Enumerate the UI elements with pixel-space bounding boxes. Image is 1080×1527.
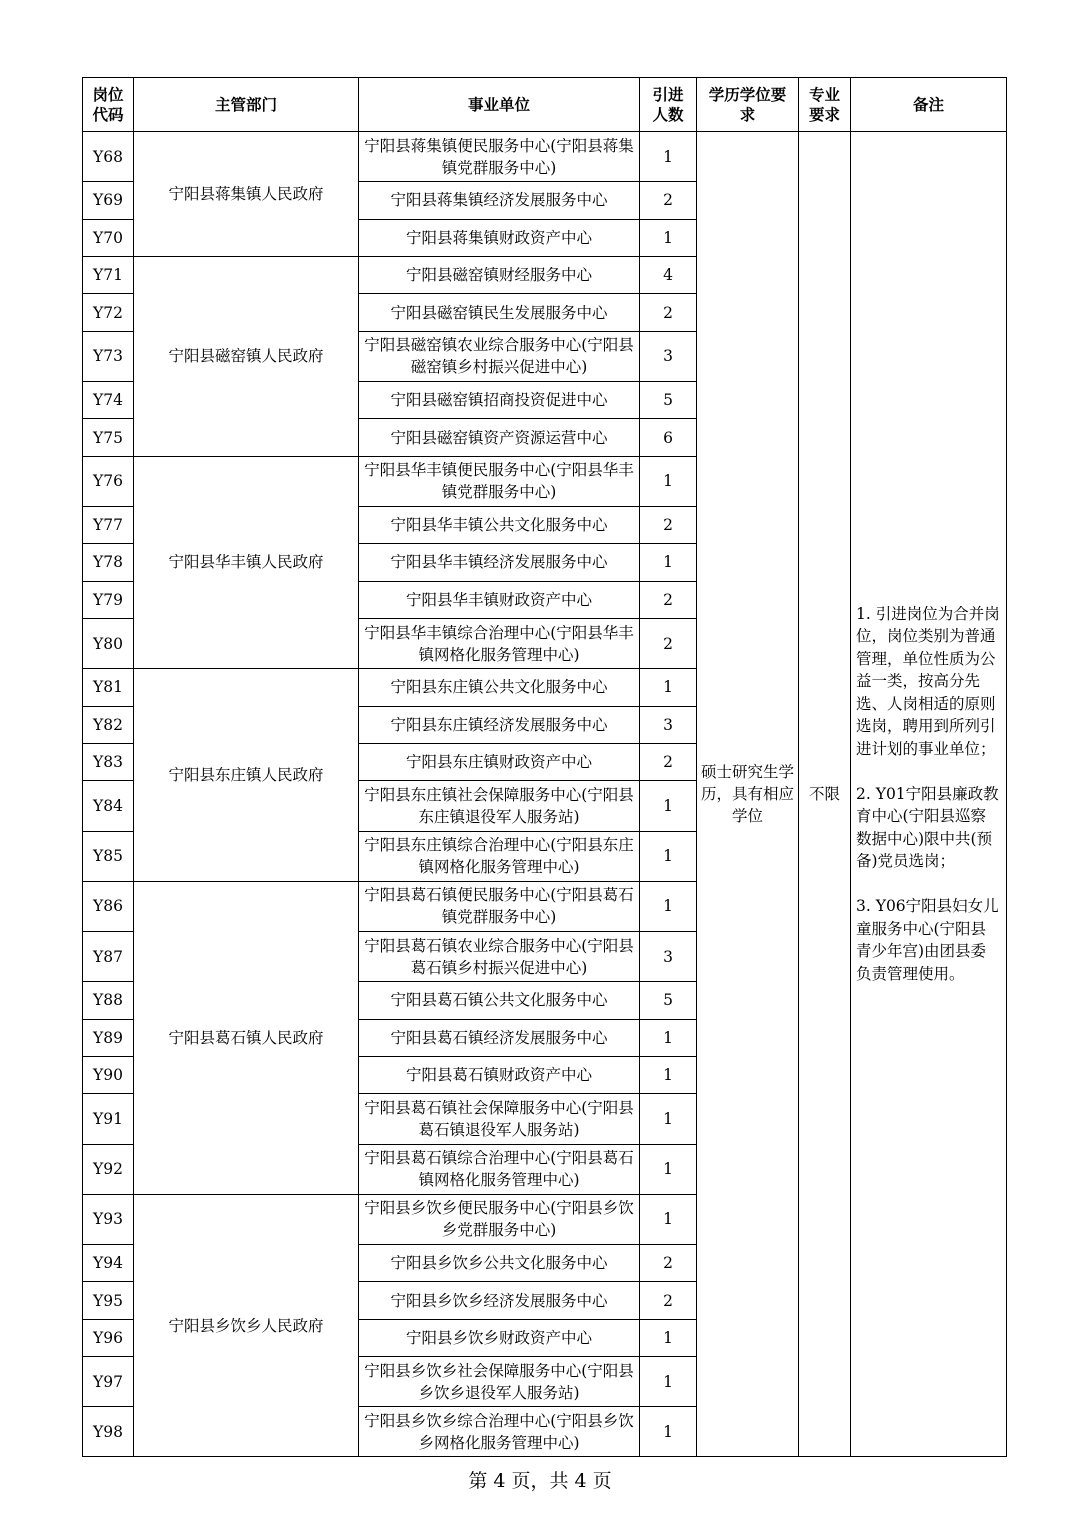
hire-count: 1	[640, 456, 697, 506]
institution-unit: 宁阳县磁窑镇农业综合服务中心(宁阳县磁窑镇乡村振兴促进中心)	[359, 331, 640, 381]
page-footer: 第 4 页，共 4 页	[468, 1470, 612, 1492]
institution-unit: 宁阳县磁窑镇财经服务中心	[359, 256, 640, 293]
hire-count: 1	[640, 219, 697, 256]
supervising-department: 宁阳县乡饮乡人民政府	[134, 1194, 359, 1457]
position-code: Y89	[83, 1019, 134, 1056]
position-code: Y83	[83, 744, 134, 781]
hire-count: 6	[640, 419, 697, 456]
hire-count: 2	[640, 506, 697, 543]
header-note: 备注	[851, 78, 1007, 132]
position-code: Y70	[83, 219, 134, 256]
position-code: Y77	[83, 506, 134, 543]
header-count: 引进人数	[640, 78, 697, 132]
table-row	[83, 132, 1007, 182]
hire-count: 1	[640, 544, 697, 581]
position-code: Y94	[83, 1244, 134, 1281]
hire-count: 2	[640, 744, 697, 781]
institution-unit: 宁阳县华丰镇便民服务中心(宁阳县华丰镇党群服务中心)	[359, 456, 640, 506]
position-code: Y79	[83, 581, 134, 618]
institution-unit: 宁阳县乡饮乡经济发展服务中心	[359, 1282, 640, 1319]
header-row	[83, 78, 1007, 132]
position-code: Y69	[83, 182, 134, 219]
hire-count: 1	[640, 1144, 697, 1194]
position-code: Y74	[83, 381, 134, 418]
institution-unit: 宁阳县东庄镇财政资产中心	[359, 744, 640, 781]
position-code: Y81	[83, 669, 134, 706]
position-code: Y82	[83, 706, 134, 743]
hire-count: 2	[640, 619, 697, 669]
header-dept: 主管部门	[134, 78, 359, 132]
header-code: 岗位代码	[83, 78, 134, 132]
hire-count: 1	[640, 1056, 697, 1093]
position-code: Y95	[83, 1282, 134, 1319]
supervising-department: 宁阳县蒋集镇人民政府	[134, 132, 359, 257]
position-code: Y76	[83, 456, 134, 506]
hire-count: 1	[640, 1019, 697, 1056]
hire-count: 1	[640, 1094, 697, 1144]
position-code: Y84	[83, 781, 134, 831]
hire-count: 3	[640, 706, 697, 743]
recruitment-table	[82, 77, 1007, 1457]
header-unit: 事业单位	[359, 78, 640, 132]
hire-count: 2	[640, 581, 697, 618]
position-code: Y98	[83, 1407, 134, 1457]
institution-unit: 宁阳县东庄镇综合治理中心(宁阳县东庄镇网格化服务管理中心)	[359, 831, 640, 881]
institution-unit: 宁阳县乡饮乡社会保障服务中心(宁阳县乡饮乡退役军人服务站)	[359, 1357, 640, 1407]
hire-count: 1	[640, 1407, 697, 1457]
institution-unit: 宁阳县华丰镇财政资产中心	[359, 581, 640, 618]
position-code: Y78	[83, 544, 134, 581]
position-code: Y92	[83, 1144, 134, 1194]
hire-count: 1	[640, 669, 697, 706]
institution-unit: 宁阳县华丰镇公共文化服务中心	[359, 506, 640, 543]
hire-count: 1	[640, 1194, 697, 1244]
hire-count: 1	[640, 881, 697, 931]
hire-count: 4	[640, 256, 697, 293]
hire-count: 1	[640, 1357, 697, 1407]
position-code: Y97	[83, 1357, 134, 1407]
position-code: Y87	[83, 932, 134, 982]
institution-unit: 宁阳县东庄镇社会保障服务中心(宁阳县东庄镇退役军人服务站)	[359, 781, 640, 831]
institution-unit: 宁阳县蒋集镇经济发展服务中心	[359, 182, 640, 219]
institution-unit: 宁阳县乡饮乡公共文化服务中心	[359, 1244, 640, 1281]
position-code: Y96	[83, 1319, 134, 1356]
hire-count: 2	[640, 1282, 697, 1319]
supervising-department: 宁阳县华丰镇人民政府	[134, 456, 359, 669]
position-code: Y85	[83, 831, 134, 881]
education-requirement: 硕士研究生学历，具有相应学位	[697, 132, 799, 1457]
position-code: Y71	[83, 256, 134, 293]
position-code: Y68	[83, 132, 134, 182]
hire-count: 2	[640, 1244, 697, 1281]
hire-count: 3	[640, 932, 697, 982]
header-edu: 学历学位要求	[697, 78, 799, 132]
hire-count: 2	[640, 294, 697, 331]
institution-unit: 宁阳县葛石镇公共文化服务中心	[359, 982, 640, 1019]
position-code: Y75	[83, 419, 134, 456]
institution-unit: 宁阳县葛石镇便民服务中心(宁阳县葛石镇党群服务中心)	[359, 881, 640, 931]
position-code: Y88	[83, 982, 134, 1019]
institution-unit: 宁阳县乡饮乡财政资产中心	[359, 1319, 640, 1356]
major-requirement: 不限	[799, 132, 851, 1457]
institution-unit: 宁阳县葛石镇农业综合服务中心(宁阳县葛石镇乡村振兴促进中心)	[359, 932, 640, 982]
position-code: Y72	[83, 294, 134, 331]
institution-unit: 宁阳县华丰镇经济发展服务中心	[359, 544, 640, 581]
position-code: Y91	[83, 1094, 134, 1144]
position-code: Y93	[83, 1194, 134, 1244]
institution-unit: 宁阳县磁窑镇招商投资促进中心	[359, 381, 640, 418]
supervising-department: 宁阳县磁窑镇人民政府	[134, 256, 359, 456]
institution-unit: 宁阳县东庄镇经济发展服务中心	[359, 706, 640, 743]
hire-count: 3	[640, 331, 697, 381]
hire-count: 1	[640, 132, 697, 182]
institution-unit: 宁阳县磁窑镇资产资源运营中心	[359, 419, 640, 456]
hire-count: 1	[640, 1319, 697, 1356]
institution-unit: 宁阳县蒋集镇便民服务中心(宁阳县蒋集镇党群服务中心)	[359, 132, 640, 182]
institution-unit: 宁阳县磁窑镇民生发展服务中心	[359, 294, 640, 331]
institution-unit: 宁阳县葛石镇财政资产中心	[359, 1056, 640, 1093]
institution-unit: 宁阳县蒋集镇财政资产中心	[359, 219, 640, 256]
institution-unit: 宁阳县乡饮乡综合治理中心(宁阳县乡饮乡网格化服务管理中心)	[359, 1407, 640, 1457]
institution-unit: 宁阳县华丰镇综合治理中心(宁阳县华丰镇网格化服务管理中心)	[359, 619, 640, 669]
position-code: Y90	[83, 1056, 134, 1093]
position-code: Y86	[83, 881, 134, 931]
hire-count: 2	[640, 182, 697, 219]
position-code: Y80	[83, 619, 134, 669]
remarks: 1. 引进岗位为合并岗位，岗位类别为普通管理，单位性质为公益一类，按高分先选、人岗相适的原则选岗，聘用到所列引进计划的事业单位； 2. Y01宁阳县廉政教育中心(宁阳县巡察数据中心)限中共(预备)党员选岗； 3. Y06宁阳县妇女儿童服务中心(宁阳县青少年宫)由团县委负责管理使用。	[851, 132, 1007, 1457]
hire-count: 5	[640, 381, 697, 418]
institution-unit: 宁阳县葛石镇综合治理中心(宁阳县葛石镇网格化服务管理中心)	[359, 1144, 640, 1194]
hire-count: 5	[640, 982, 697, 1019]
hire-count: 1	[640, 831, 697, 881]
supervising-department: 宁阳县葛石镇人民政府	[134, 881, 359, 1194]
table-body	[83, 132, 1007, 1457]
institution-unit: 宁阳县葛石镇经济发展服务中心	[359, 1019, 640, 1056]
hire-count: 1	[640, 781, 697, 831]
position-code: Y73	[83, 331, 134, 381]
institution-unit: 宁阳县东庄镇公共文化服务中心	[359, 669, 640, 706]
header-major: 专业要求	[799, 78, 851, 132]
supervising-department: 宁阳县东庄镇人民政府	[134, 669, 359, 882]
institution-unit: 宁阳县乡饮乡便民服务中心(宁阳县乡饮乡党群服务中心)	[359, 1194, 640, 1244]
institution-unit: 宁阳县葛石镇社会保障服务中心(宁阳县葛石镇退役军人服务站)	[359, 1094, 640, 1144]
